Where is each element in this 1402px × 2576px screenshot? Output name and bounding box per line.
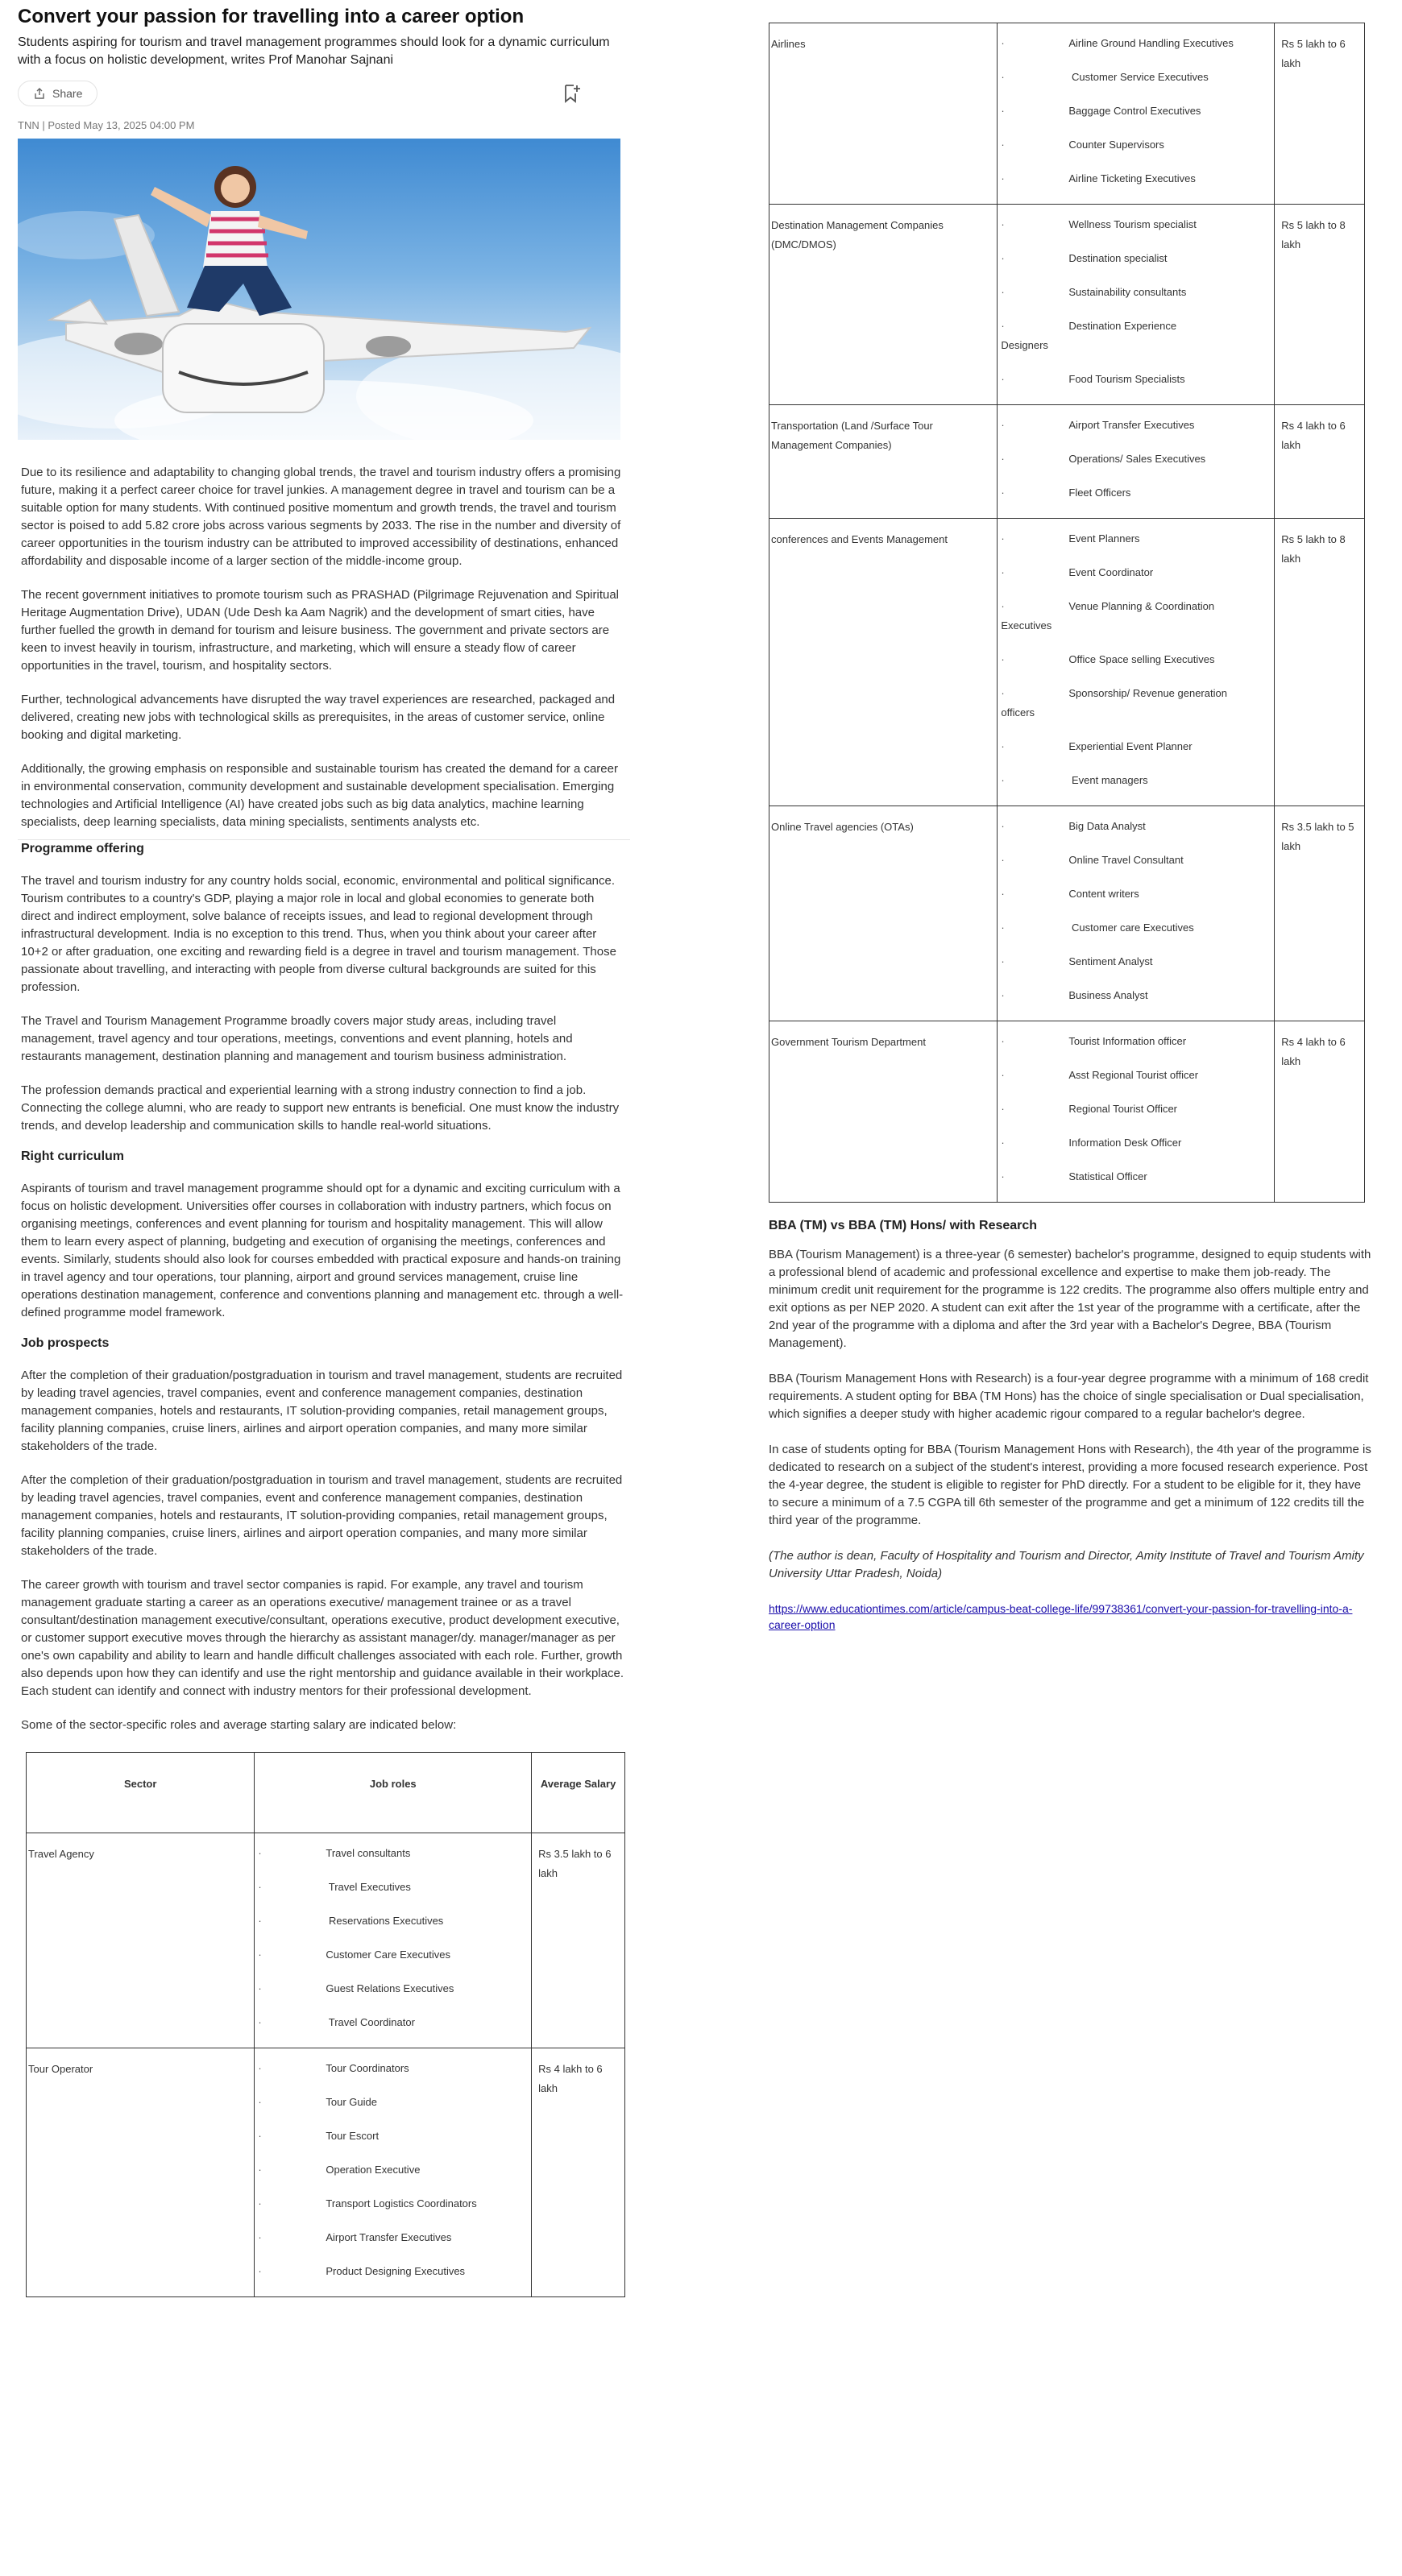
- job-role-text: Big Data Analyst: [1068, 820, 1146, 832]
- bullet: ·: [258, 1881, 262, 1893]
- job-role-item: [1001, 818, 1274, 835]
- job-roles-cell: [255, 1833, 532, 2048]
- salary-table-body: [27, 1833, 625, 2297]
- salary-table-continued: [769, 23, 1365, 1203]
- job-role-text: Content writers: [1068, 888, 1139, 900]
- job-role-text: Experiential Event Planner: [1068, 740, 1193, 752]
- paragraph: In case of students opting for BBA (Tourism Management Hons with Research), the 4th year of the programme is dedicated to research on a subject of the student's interest, providing a more focused research experience. Post the 4-year degree, the student is eligible to register for PhD directly. For a student to be eligible for it, they have to secure a minimum of a 7.5 CGPA till 6th semester of the programme and get a minimum of 122 credits till the third year of the programme.: [769, 1443, 1371, 1527]
- job-role-item: [258, 2263, 531, 2280]
- job-role-text: Wellness Tourism specialist: [1068, 218, 1197, 230]
- job-role-text: Travel Coordinator: [326, 2016, 415, 2028]
- salary-cell: Rs 4 lakh to 6 lakh: [532, 2048, 625, 2297]
- job-role-item: [258, 1980, 531, 1998]
- job-role-item: [258, 1946, 531, 1964]
- job-role-item: [258, 2127, 531, 2145]
- job-role-item: [1001, 136, 1274, 154]
- salary-cell: Rs 4 lakh to 6 lakh: [1275, 405, 1365, 519]
- job-role-item: [1001, 68, 1274, 86]
- paragraph: Aspirants of tourism and travel management programme should opt for a dynamic and exciting curriculum with a focus on holistic development. Universities offer courses in collaboration with industry partners, which focus on organising meetings, conferences and event planning for tourism and hospitality management. This will allow them to learn every aspect of planning, budgeting and execution of organising the meetings, conferences and events. Similarly, students should also look for courses embedded with practical exposure and hands-on training in travel agency and tour operations, tour planning, airport and ground services management, cruise line operations destination management, conference and conventions planning and management etc. through a well-defined programme model framework.: [21, 1182, 624, 1319]
- job-role-text-continued: officers: [1001, 706, 1035, 719]
- job-role-item: [1001, 35, 1274, 52]
- job-role-text: Event Coordinator: [1068, 566, 1154, 578]
- job-role-text: Venue Planning & Coordination: [1068, 600, 1215, 612]
- bullet: ·: [1001, 487, 1005, 499]
- sector-cell: Online Travel agencies (OTAs): [769, 806, 998, 1021]
- section-programme: [18, 842, 624, 1734]
- job-role-text: Asst Regional Tourist officer: [1068, 1069, 1199, 1081]
- job-role-text: Regional Tourist Officer: [1068, 1103, 1178, 1115]
- bullet: ·: [1001, 1035, 1005, 1047]
- paragraph: The travel and tourism industry for any country holds social, economic, environmental and political significance. Tourism contributes to a country's GDP, playing a major role in local and global economies to generate both direct and indirect employment, solve balance of receipts issues, and lead to regional development through infrastructural development. India is no exception to this trend. Thus, when you think about your career after 10+2 or after graduation, one exciting and rewarding field is a degree in travel and tourism management. Those passionate about travelling, and interacting with people from diverse cultural backgrounds are suited for this profession.: [21, 874, 616, 994]
- bullet: ·: [258, 2062, 262, 2074]
- salary-cell: Rs 3.5 lakh to 5 lakh: [1275, 806, 1365, 1021]
- job-role-item: [1001, 1100, 1274, 1118]
- article-title: Convert your passion for travelling into a career option: [18, 6, 525, 27]
- bullet: ·: [1001, 453, 1005, 465]
- job-role-item: [1001, 598, 1274, 615]
- table-row: [769, 23, 1365, 205]
- table-row: [769, 405, 1365, 519]
- bullet: ·: [1001, 921, 1005, 934]
- job-role-text: Transport Logistics Coordinators: [326, 2197, 477, 2209]
- bullet: ·: [1001, 37, 1005, 49]
- table-row: [769, 519, 1365, 806]
- job-role-text: Airline Ground Handling Executives: [1068, 37, 1234, 49]
- job-role-text: Food Tourism Specialists: [1068, 373, 1185, 385]
- job-role-item: [258, 1878, 531, 1896]
- bba-heading: BBA (TM) vs BBA (TM) Hons/ with Research: [769, 1219, 1038, 1232]
- source-link[interactable]: https://www.educationtimes.com/article/campus-beat-college-life/99738361/convert-your-passion-for-travelling-into-a-career-option: [769, 1602, 1353, 1631]
- job-role-text: Reservations Executives: [326, 1915, 444, 1927]
- section-heading: Programme offering: [21, 842, 144, 855]
- sector-cell: Government Tourism Department: [769, 1021, 998, 1203]
- job-role-item: [258, 2195, 531, 2213]
- paragraph: The profession demands practical and experiential learning with a strong industry connection to find a job. Connecting the college alumni, who are ready to support new entrants is beneficial. One must know the industry trends, and develop leadership and communication skills to handle real-world situations.: [21, 1083, 620, 1133]
- job-role-text: Guest Relations Executives: [326, 1982, 454, 1994]
- job-role-text: Business Analyst: [1068, 989, 1148, 1001]
- job-roles-cell: [998, 806, 1275, 1021]
- job-role-item: [1001, 170, 1274, 188]
- salary-table-body: [769, 23, 1365, 1203]
- job-roles-cell: [255, 2048, 532, 2297]
- salary-cell: Rs 4 lakh to 6 lakh: [1275, 1021, 1365, 1203]
- sector-cell: conferences and Events Management: [769, 519, 998, 806]
- paragraph: Due to its resilience and adaptability to changing global trends, the travel and tourism industry offers a promising future, making it a perfect career choice for travel junkies. A management degree in travel and tourism can be a suitable option for many students. With continued positive momentum and growth trends, the travel and tourism sector is poised to add 5.82 crore jobs across various segments by 2033. The rise in the number and diversity of career opportunities in the tourism industry can be attributed to improved accessibility of destinations, enhanced affordability and disposable income of a larger section of the middle-income group.: [21, 466, 621, 568]
- job-role-item: [1001, 216, 1274, 234]
- salary-table: [26, 1752, 625, 2297]
- paragraph: The career growth with tourism and travel sector companies is rapid. For example, any travel and tourism management graduate starting a career as an operations executive/ management trainee or as a travel consultant/destination management executive/consultant, operations executive, product development executive, or customer support executive moves through the hierarchy as assistant manager/dy. manager/manager as per one's own capability and ability to learn and handle difficult challenges associated with each role. Further, growth also depends upon how they can identify and use the right mentorship and guidance available in their workplace. Each student can identify and connect with industry mentors for their professional development.: [21, 1578, 624, 1698]
- job-role-item: [258, 2014, 531, 2031]
- hero-illustration: [18, 139, 620, 440]
- bullet: ·: [1001, 566, 1005, 578]
- job-role-text: Travel Executives: [326, 1881, 411, 1893]
- paragraph: The recent government initiatives to promote tourism such as PRASHAD (Pilgrimage Rejuvenation and Spiritual Heritage Augmentation Drive), UDAN (Ude Desh ka Aam Nagrik) and the development of smart cities, have further fuelled the growth in demand for tourism and leisure business. The government and private sectors are keen to invest heavily in tourism, infrastructure, and marketing, which will ensure a steady flow of career opportunities in the travel, tourism, and hospitality sectors.: [21, 588, 620, 673]
- job-role-text: Sentiment Analyst: [1068, 955, 1153, 967]
- job-roles-cell: [998, 405, 1275, 519]
- article-column: [18, 0, 630, 2297]
- paragraph: After the completion of their graduation/postgraduation in tourism and travel management, students are recruited by leading travel agencies, travel companies, event and conference management companies, destination management companies, hotels and restaurants, IT solution-providing companies, retail management groups, facility planning companies, cruise liners, airlines and airport operation companies, and many more similar stakeholders of the trade.: [21, 1369, 623, 1453]
- job-role-text: Airport Transfer Executives: [1068, 419, 1195, 431]
- job-role-item: [1001, 651, 1274, 669]
- bullet: ·: [1001, 774, 1005, 786]
- article-body: [18, 464, 624, 831]
- job-role-item: [1001, 284, 1274, 301]
- bullet: ·: [258, 2016, 262, 2028]
- job-role-item: [258, 1845, 531, 1862]
- job-role-item: [1001, 1066, 1274, 1084]
- job-role-text: Information Desk Officer: [1068, 1137, 1182, 1149]
- job-role-text: Baggage Control Executives: [1068, 105, 1201, 117]
- author-note: (The author is dean, Faculty of Hospitality and Tourism and Director, Amity Institute of Travel and Tourism Amity University Uttar Pradesh, Noida): [769, 1549, 1364, 1580]
- article-subtitle: Students aspiring for tourism and travel management programmes should look for a dynamic curriculum with a focus on holistic development, writes Prof Manohar Sajnani: [18, 35, 610, 67]
- job-roles-cell: [998, 519, 1275, 806]
- job-role-item: [1001, 564, 1274, 582]
- share-button[interactable]: [18, 81, 97, 106]
- bullet: ·: [1001, 1137, 1005, 1149]
- sector-cell: Airlines: [769, 23, 998, 205]
- sector-cell: Tour Operator: [27, 2048, 255, 2297]
- bullet: ·: [1001, 320, 1005, 332]
- job-role-text: Counter Supervisors: [1068, 139, 1164, 151]
- sector-cell: Travel Agency: [27, 1833, 255, 2048]
- job-role-item: [1001, 530, 1274, 548]
- hero-image: [18, 139, 620, 440]
- job-role-text: Airline Ticketing Executives: [1068, 172, 1196, 184]
- paragraph: BBA (Tourism Management Hons with Research) is a four-year degree programme with a minimum of 168 credit requirements. A student opting for BBA (TM Hons) has the choice of single specialisation or Dual specialisation, which signifies a deeper study with higher academic rigour compared to a regular bachelor's degree.: [769, 1372, 1369, 1421]
- salary-cell: Rs 5 lakh to 6 lakh: [1275, 23, 1365, 205]
- job-role-text: Airport Transfer Executives: [326, 2231, 452, 2243]
- bullet: ·: [258, 1847, 262, 1859]
- bullet: ·: [1001, 532, 1005, 545]
- header-job-roles: Job roles: [255, 1753, 532, 1833]
- job-role-item: [258, 2229, 531, 2247]
- job-role-text: Office Space selling Executives: [1068, 653, 1215, 665]
- job-role-text: Event Planners: [1068, 532, 1140, 545]
- salary-cell: Rs 5 lakh to 8 lakh: [1275, 205, 1365, 405]
- table-row: [769, 1021, 1365, 1203]
- job-role-text: Sponsorship/ Revenue generation: [1068, 687, 1227, 699]
- bullet: ·: [1001, 1069, 1005, 1081]
- bullet: ·: [258, 2164, 262, 2176]
- bullet: ·: [1001, 172, 1005, 184]
- section-heading: Right curriculum: [21, 1149, 125, 1163]
- salary-cell: Rs 5 lakh to 8 lakh: [1275, 519, 1365, 806]
- bullet: ·: [1001, 419, 1005, 431]
- bullet: ·: [1001, 740, 1005, 752]
- job-role-item: [1001, 772, 1274, 789]
- bullet: ·: [258, 1949, 262, 1961]
- job-role-item: [1001, 987, 1274, 1004]
- job-role-text: Destination Experience: [1068, 320, 1177, 332]
- sector-cell: Destination Management Companies (DMC/DMOS): [769, 205, 998, 405]
- bullet: ·: [258, 2130, 262, 2142]
- table-header-row: [27, 1753, 625, 1833]
- bullet: ·: [258, 2096, 262, 2108]
- table-row: [769, 806, 1365, 1021]
- job-role-item: [1001, 1134, 1274, 1152]
- bullet: ·: [1001, 955, 1005, 967]
- job-role-item: [1001, 1033, 1274, 1050]
- job-role-item: [1001, 1168, 1274, 1186]
- job-role-text-continued: Designers: [1001, 339, 1048, 351]
- job-role-item: [1001, 885, 1274, 903]
- bullet: ·: [258, 2265, 262, 2277]
- job-role-text: Tour Coordinators: [326, 2062, 409, 2074]
- job-role-text: Travel consultants: [326, 1847, 411, 1859]
- paragraph: BBA (Tourism Management) is a three-year (6 semester) bachelor's programme, designed to equip students with a professional blend of academic and professional excellence and expertise to make them job-ready. The minimum credit unit requirement for the programme is 122 credits. The programme also offers multiple entry and exit options as per NEP 2020. A student can exit after the 1st year of the programme with a certificate, after the 2nd year of the programme with a diploma and after the 3rd year with a Bachelor's Degree, BBA (Tourism Management).: [769, 1248, 1371, 1350]
- job-role-text: Operation Executive: [326, 2164, 421, 2176]
- job-role-text: Customer care Executives: [1068, 921, 1194, 934]
- job-role-item: [258, 2094, 531, 2111]
- header-sector: Sector: [27, 1753, 255, 1833]
- job-role-item: [1001, 317, 1274, 335]
- bullet: ·: [1001, 1170, 1005, 1182]
- bullet: ·: [1001, 989, 1005, 1001]
- job-role-text: Tourist Information officer: [1068, 1035, 1187, 1047]
- share-label: Share: [52, 87, 83, 100]
- table-row: [27, 1833, 625, 2048]
- job-role-item: [1001, 919, 1274, 937]
- job-role-item: [1001, 250, 1274, 267]
- job-role-item: [1001, 371, 1274, 388]
- bookmark-add-icon[interactable]: [561, 83, 582, 104]
- bullet: ·: [1001, 1103, 1005, 1115]
- sector-cell: Transportation (Land /Surface Tour Management Companies): [769, 405, 998, 519]
- paragraph: After the completion of their graduation/postgraduation in tourism and travel management, students are recruited by leading travel agencies, travel companies, event and conference management companies, destination management companies, hotels and restaurants, IT solution-providing companies, retail management groups, facility planning companies, cruise liners, airlines and airport operation companies, and many more similar stakeholders of the trade.: [21, 1473, 623, 1558]
- bullet: ·: [1001, 820, 1005, 832]
- bullet: ·: [1001, 252, 1005, 264]
- job-role-item: [258, 2060, 531, 2077]
- job-role-item: [258, 2161, 531, 2179]
- job-role-item: [1001, 416, 1274, 434]
- bullet: ·: [1001, 854, 1005, 866]
- bullet: ·: [258, 2197, 262, 2209]
- paragraph: Some of the sector-specific roles and average starting salary are indicated below:: [21, 1718, 457, 1732]
- article-meta: TNN | Posted May 13, 2025 04:00 PM: [18, 119, 195, 131]
- job-role-text: Sustainability consultants: [1068, 286, 1187, 298]
- paragraph: Further, technological advancements have disrupted the way travel experiences are researched, packaged and delivered, creating new jobs with technological skills as prerequisites, in the areas of customer service, online booking and digital marketing.: [21, 693, 616, 742]
- table-row: [27, 2048, 625, 2297]
- section-heading: Job prospects: [21, 1336, 110, 1350]
- paragraph: The Travel and Tourism Management Programme broadly covers major study areas, including travel management, travel agency and tour operations, meetings, conventions and event planning, hotels and restaurants management, destination planning and management and tourism business administration.: [21, 1014, 573, 1063]
- job-role-text: Product Designing Executives: [326, 2265, 466, 2277]
- job-role-text: Statistical Officer: [1068, 1170, 1147, 1182]
- bullet: ·: [1001, 71, 1005, 83]
- share-row: [18, 77, 606, 110]
- job-role-text: Destination specialist: [1068, 252, 1168, 264]
- salary-cell: Rs 3.5 lakh to 6 lakh: [532, 1833, 625, 2048]
- job-roles-cell: [998, 205, 1275, 405]
- job-roles-cell: [998, 1021, 1275, 1203]
- job-role-item: [1001, 851, 1274, 869]
- job-role-text: Event managers: [1068, 774, 1148, 786]
- job-role-item: [1001, 685, 1274, 702]
- job-role-text: Fleet Officers: [1068, 487, 1131, 499]
- table-row: [769, 205, 1365, 405]
- job-role-text: Online Travel Consultant: [1068, 854, 1184, 866]
- job-role-item: [1001, 738, 1274, 756]
- divider: [18, 839, 630, 840]
- bullet: ·: [1001, 218, 1005, 230]
- bullet: ·: [1001, 600, 1005, 612]
- bullet: ·: [258, 1915, 262, 1927]
- job-role-text: Customer Service Executives: [1068, 71, 1209, 83]
- job-role-item: [1001, 450, 1274, 468]
- right-column: [769, 0, 1371, 1633]
- bullet: ·: [1001, 888, 1005, 900]
- job-roles-cell: [998, 23, 1275, 205]
- job-role-item: [1001, 102, 1274, 120]
- bullet: ·: [1001, 286, 1005, 298]
- share-icon: [33, 87, 46, 100]
- bullet: ·: [1001, 373, 1005, 385]
- job-role-text: Operations/ Sales Executives: [1068, 453, 1206, 465]
- job-role-text: Customer Care Executives: [326, 1949, 450, 1961]
- job-role-item: [1001, 484, 1274, 502]
- bullet: ·: [1001, 687, 1005, 699]
- bullet: ·: [1001, 653, 1005, 665]
- bullet: ·: [258, 2231, 262, 2243]
- job-role-item: [258, 1912, 531, 1930]
- job-role-text: Tour Escort: [326, 2130, 380, 2142]
- paragraph: Additionally, the growing emphasis on responsible and sustainable tourism has created the demand for a career in environmental conservation, community development and sustainable development specialisation. Emerging technologies and Artificial Intelligence (AI) have created jobs such as big data analytics, machine learning specialists, deep learning specialists, data mining specialists, sentiments analysts etc.: [21, 762, 618, 829]
- job-role-item: [1001, 953, 1274, 971]
- bullet: ·: [258, 1982, 262, 1994]
- bullet: ·: [1001, 105, 1005, 117]
- header-average-salary: Average Salary: [532, 1753, 625, 1833]
- job-role-text: Tour Guide: [326, 2096, 377, 2108]
- bullet: ·: [1001, 139, 1005, 151]
- job-role-text-continued: Executives: [1001, 619, 1052, 632]
